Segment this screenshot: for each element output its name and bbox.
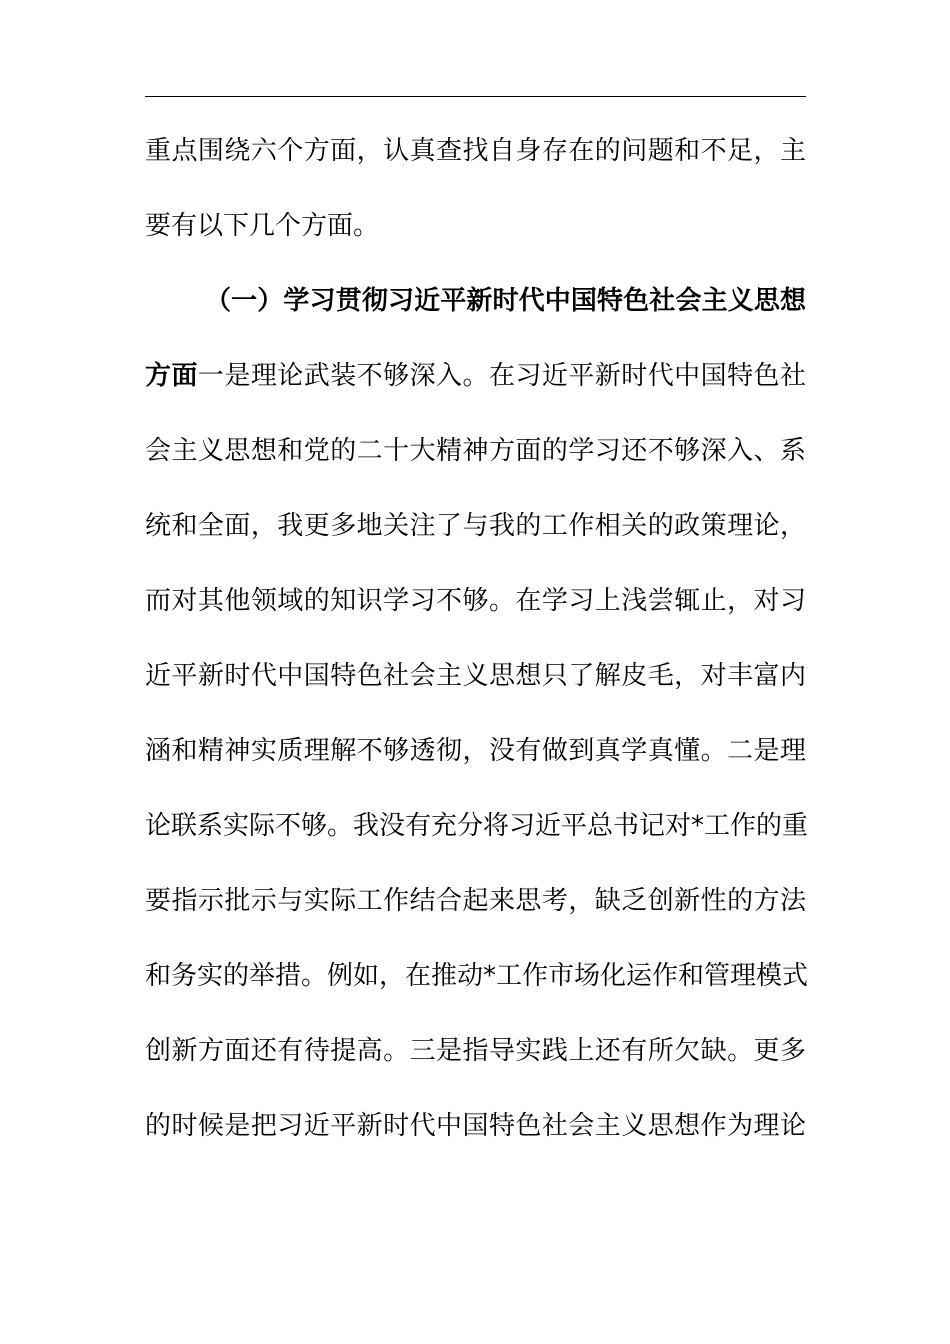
text-line: 统和全面，我更多地关注了与我的工作相关的政策理论，: [145, 511, 806, 541]
text-line: 会主义思想和党的二十大精神方面的学习还不够深入、系: [145, 436, 806, 466]
text-line: 论联系实际不够。我没有充分将习近平总书记对*工作的重: [145, 811, 809, 841]
section-heading: （一）学习贯彻习近平新时代中国特色社会主义思想: [205, 286, 806, 316]
text-line: 重点围绕六个方面，认真查找自身存在的问题和不足，主: [145, 136, 806, 166]
text-line-content: 一是理论武装不够深入。在习近平新时代中国特色社: [197, 361, 806, 391]
text-line: 要指示批示与实际工作结合起来思考，缺乏创新性的方法: [145, 886, 806, 916]
document-body: [145, 114, 809, 1164]
text-line: [145, 339, 806, 414]
text-line: 近平新时代中国特色社会主义思想只了解皮毛，对丰富内: [145, 661, 806, 691]
text-line: 而对其他领域的知识学习不够。在学习上浅尝辄止，对习: [145, 586, 806, 616]
text-line: 的时候是把习近平新时代中国特色社会主义思想作为理论: [145, 1111, 806, 1141]
section-heading-end: 方面: [145, 361, 198, 391]
text-line: 要有以下几个方面。: [145, 211, 380, 241]
text-line: 涵和精神实质理解不够透彻，没有做到真学真懂。二是理: [145, 736, 806, 766]
text-line: 和务实的举措。例如，在推动*工作市场化运作和管理模式: [145, 961, 809, 991]
text-line: 创新方面还有待提高。三是指导实践上还有所欠缺。更多: [145, 1036, 806, 1066]
header-rule: [145, 96, 806, 97]
